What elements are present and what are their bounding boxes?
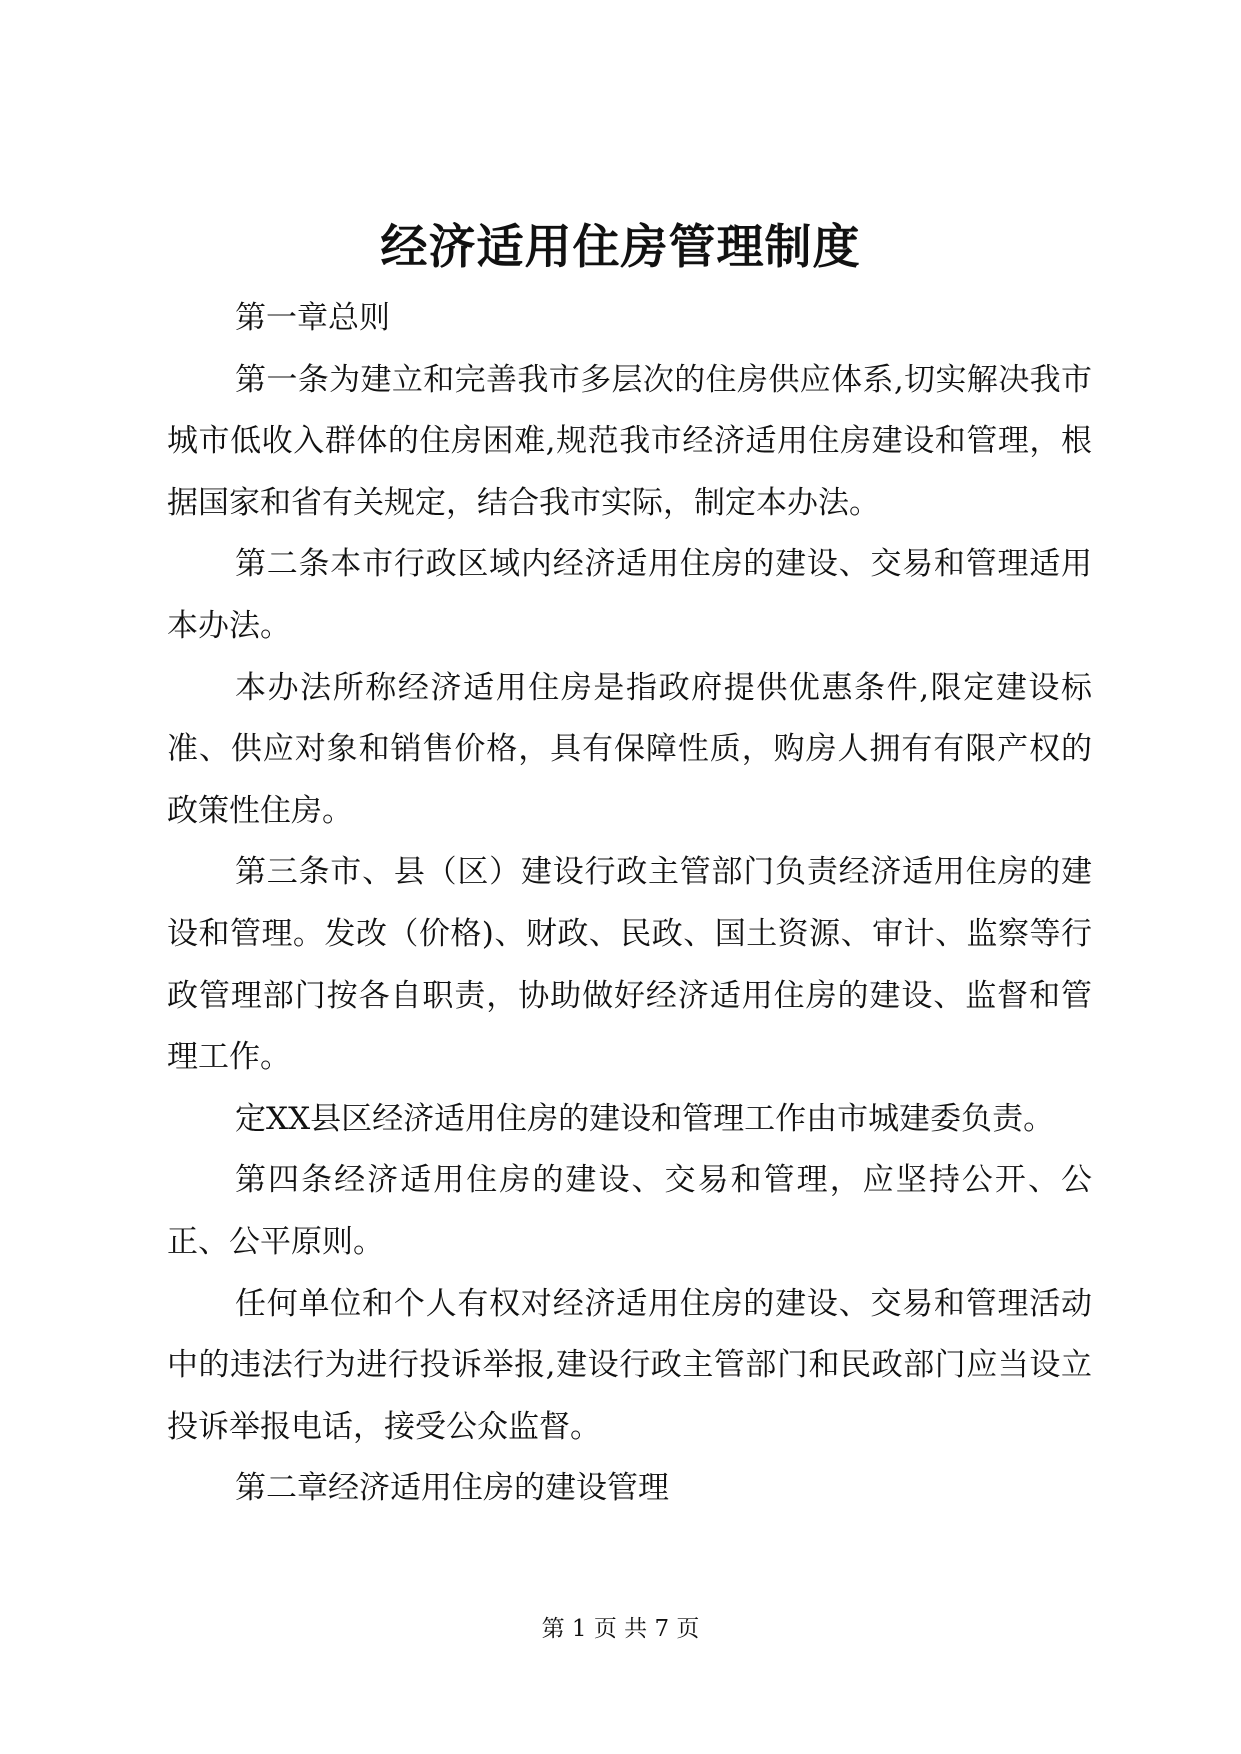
paragraph: 第二条本市行政区域内经济适用住房的建设、交易和管理适用本办法。: [167, 546, 1092, 644]
document-body: [167, 288, 1092, 1520]
chapter-heading: 第二章经济适用住房的建设管理: [235, 1470, 669, 1507]
paragraph: 定XX县区经济适用住房的建设和管理工作由市城建委负责。: [235, 1100, 1055, 1137]
paragraph: 任何单位和个人有权对经济适用住房的建设、交易和管理活动中的违法行为进行投诉举报,建设行政主管部门和民政部门应当设立投诉举报电话，接受公众监督。: [167, 1285, 1092, 1445]
chapter-heading: 第一章总则: [235, 300, 390, 336]
page-number-footer: 第 1 页 共 7 页: [541, 1616, 700, 1642]
paragraph: 第一条为建立和完善我市多层次的住房供应体系,切实解决我市城市低收入群体的住房困难,规范我市经济适用住房建设和管理，根据国家和省有关规定，结合我市实际，制定本办法。: [167, 361, 1092, 521]
paragraph: 第三条市、县（区）建设行政主管部门负责经济适用住房的建设和管理。发改（价格)、财政、民政、国土资源、审计、监察等行政管理部门按各自职责，协助做好经济适用住房的建设、监督和管理工作。: [167, 854, 1092, 1076]
paragraph: 第四条经济适用住房的建设、交易和管理，应坚持公开、公正、公平原则。: [167, 1162, 1092, 1260]
document-title: 经济适用住房管理制度: [380, 220, 861, 275]
paragraph: 本办法所称经济适用住房是指政府提供优惠条件,限定建设标准、供应对象和销售价格，具有保障性质，购房人拥有有限产权的政策性住房。: [167, 669, 1092, 829]
